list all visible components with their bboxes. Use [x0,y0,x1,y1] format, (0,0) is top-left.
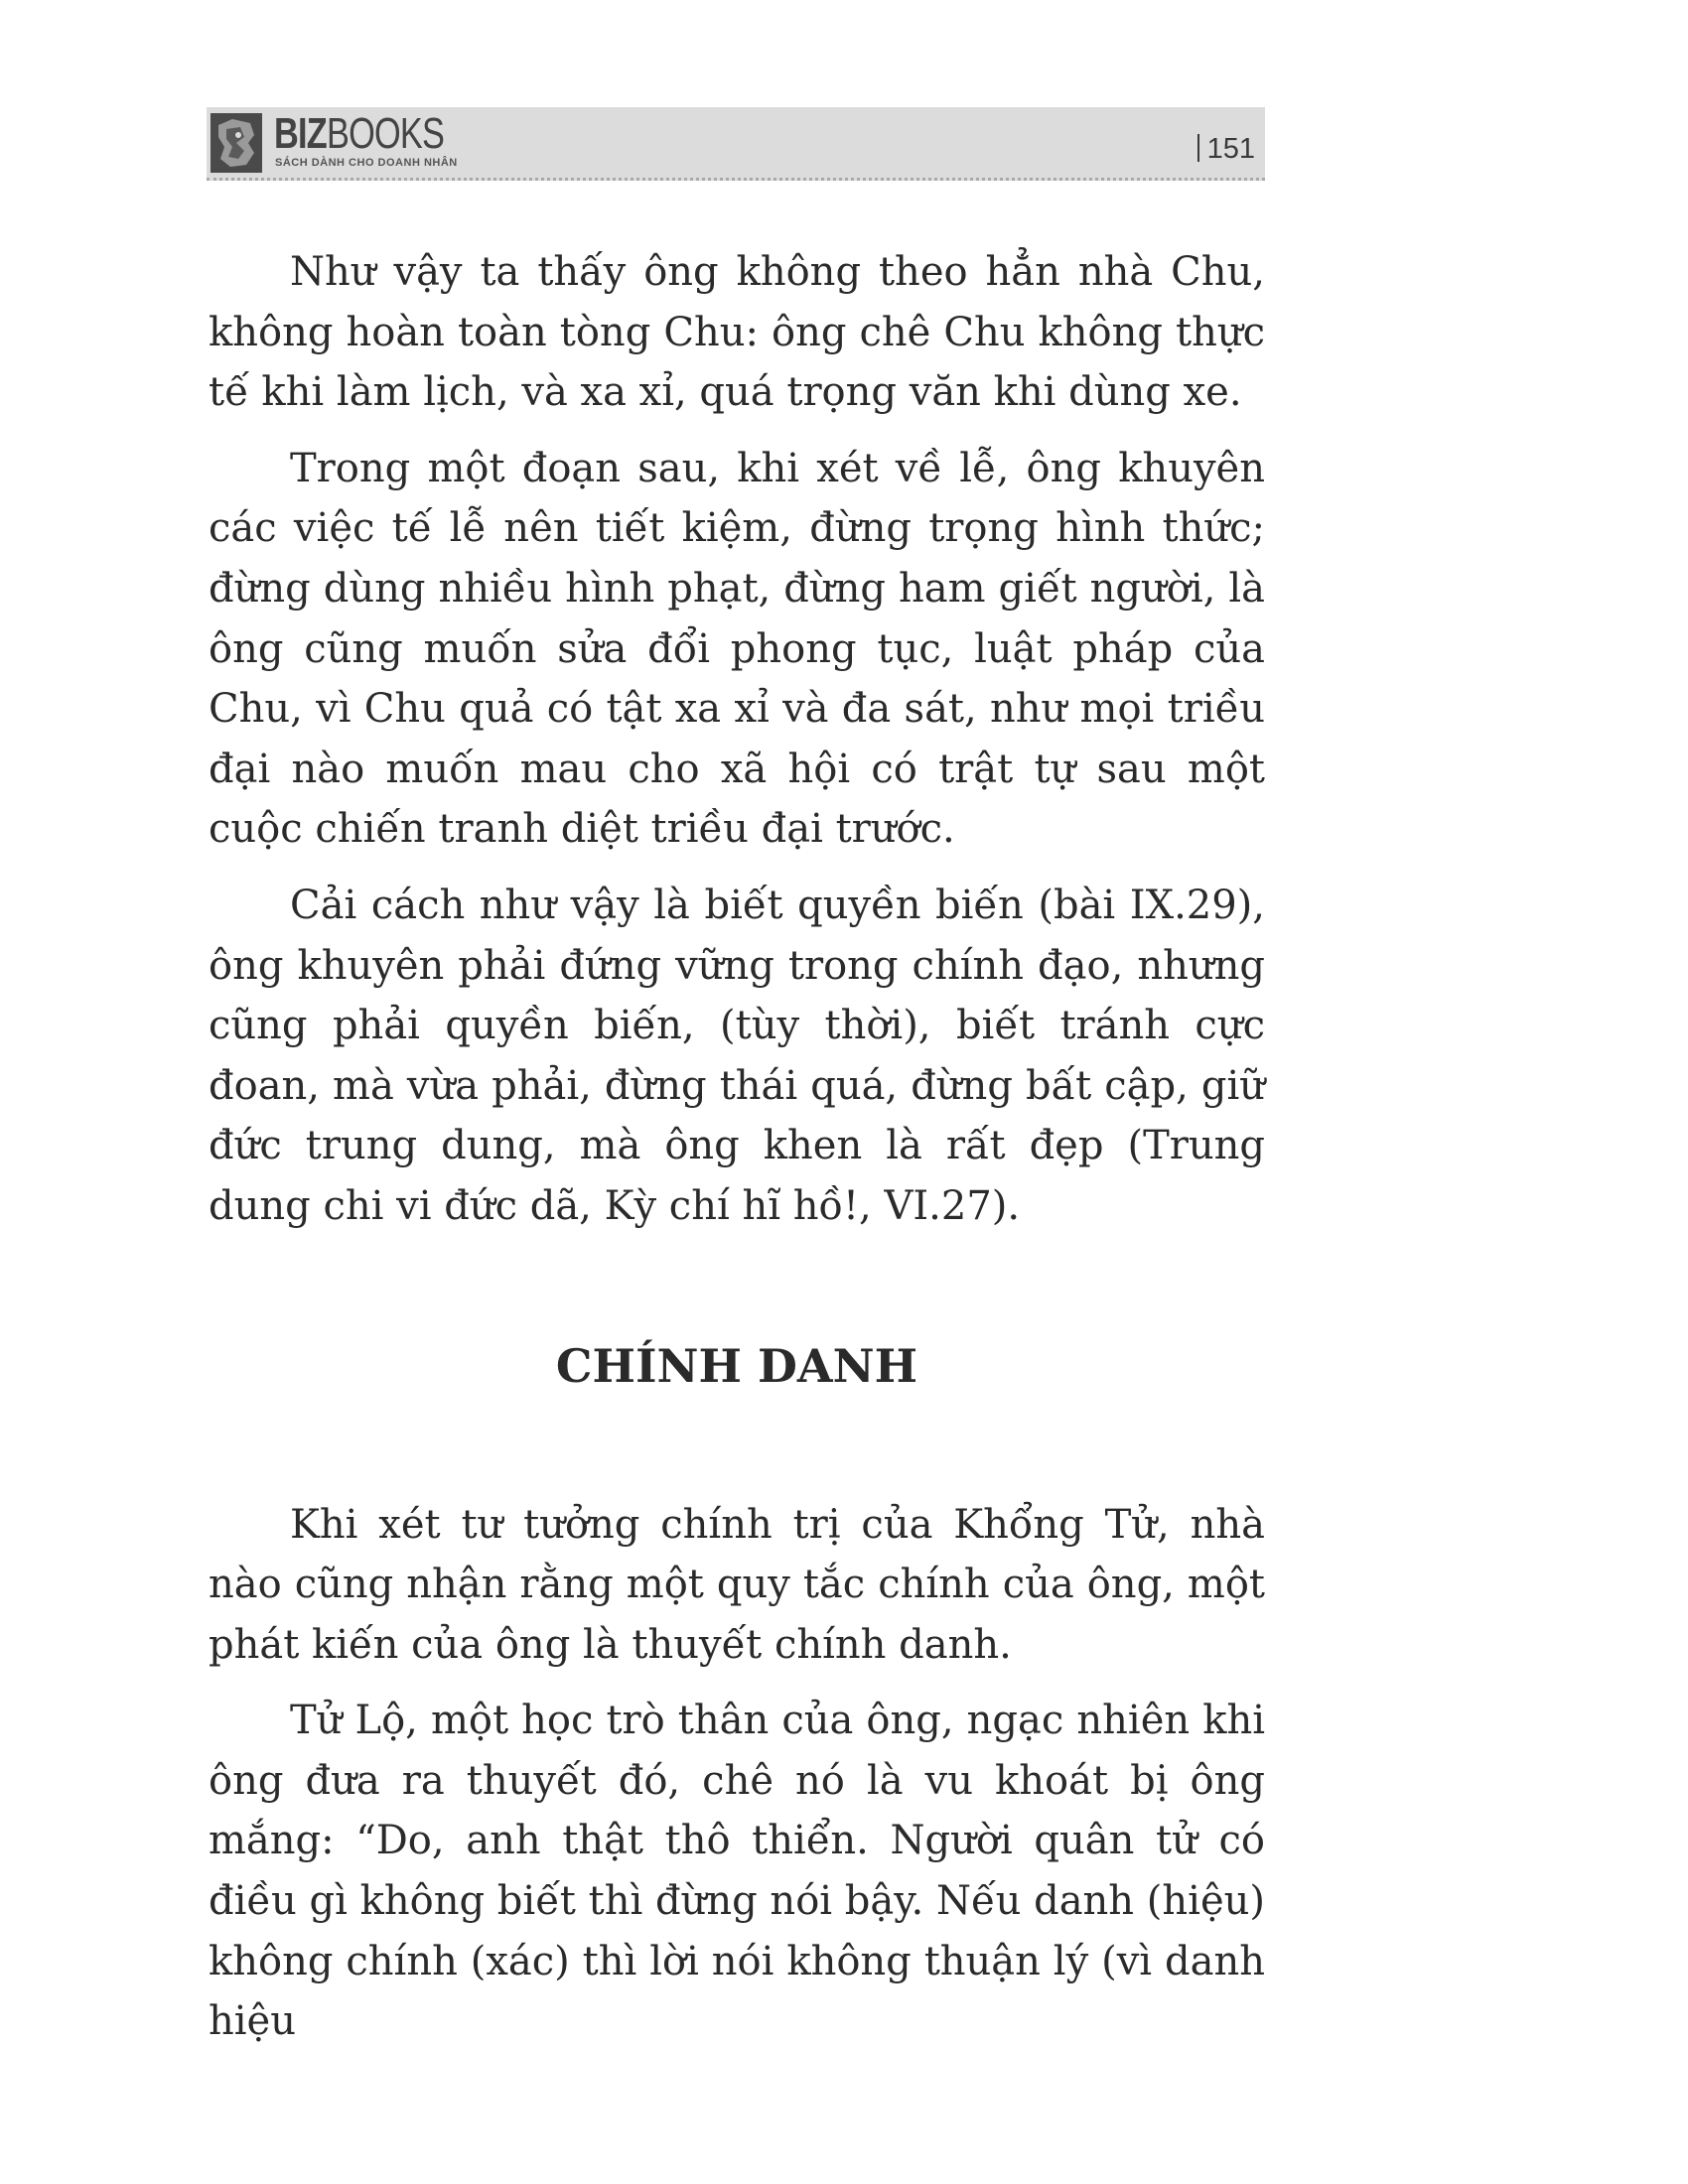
page-number: 151 [1206,133,1255,165]
page-number-divider [1197,134,1199,162]
brand-name-bold: BIZ [274,109,327,158]
page-header [207,107,1265,181]
brand-name-regular: BOOKS [326,109,445,158]
page-number-block [1197,133,1255,165]
body-paragraph: Như vậy ta thấy ông không theo hẳn nhà Chu, không hoàn toàn tòng Chu: ông chê Chu không thực tế khi làm lịch, và xa xỉ, quá trọng văn khi dùng xe. [209,249,1265,416]
brand-name [274,111,444,157]
body-paragraph: Tử Lộ, một học trò thân của ông, ngạc nhiên khi ông đưa ra thuyết đó, chê nó là vu khoát bị ông mắng: “Do, anh thật thô thiển. Người quân tử có điều gì không biết thì đừng nói bậy. Nếu danh (hiệu) không chính (xác) thì lời nói không thuận lý (vì danh hiệu [209,1698,1265,2045]
body-paragraph: Trong một đoạn sau, khi xét về lễ, ông khuyên các việc tế lễ nên tiết kiệm, đừng trọng hình thức; đừng dùng nhiều hình phạt, đừng ham giết người, là ông cũng muốn sửa đổi phong tục, luật pháp của Chu, vì Chu quả có tật xa xỉ và đa sát, như mọi triều đại nào muốn mau cho xã hội có trật tự sau một cuộc chiến tranh diệt triều đại trước. [209,445,1265,853]
page-body [209,242,1265,2068]
body-paragraph: Khi xét tư tưởng chính trị của Khổng Tử, nhà nào cũng nhận rằng một quy tắc chính của ông, một phát kiến của ông là thuyết chính danh. [209,1501,1265,1668]
section-heading: CHÍNH DANH [555,1338,918,1393]
bizbooks-logo-icon [211,113,262,173]
brand-tagline: SÁCH DÀNH CHO DOANH NHÂN [275,157,458,169]
body-paragraph: Cải cách như vậy là biết quyền biến (bài IX.29), ông khuyên phải đứng vững trong chính đạo, nhưng cũng phải quyền biến, (tùy thời), biết tránh cực đoan, mà vừa phải, đừng thái quá, đừng bất cập, giữ đức trung dung, mà ông khen là rất đẹp (Trung dung chi vi đức dã, Kỳ chí hĩ hồ!, VI.27). [209,882,1265,1229]
